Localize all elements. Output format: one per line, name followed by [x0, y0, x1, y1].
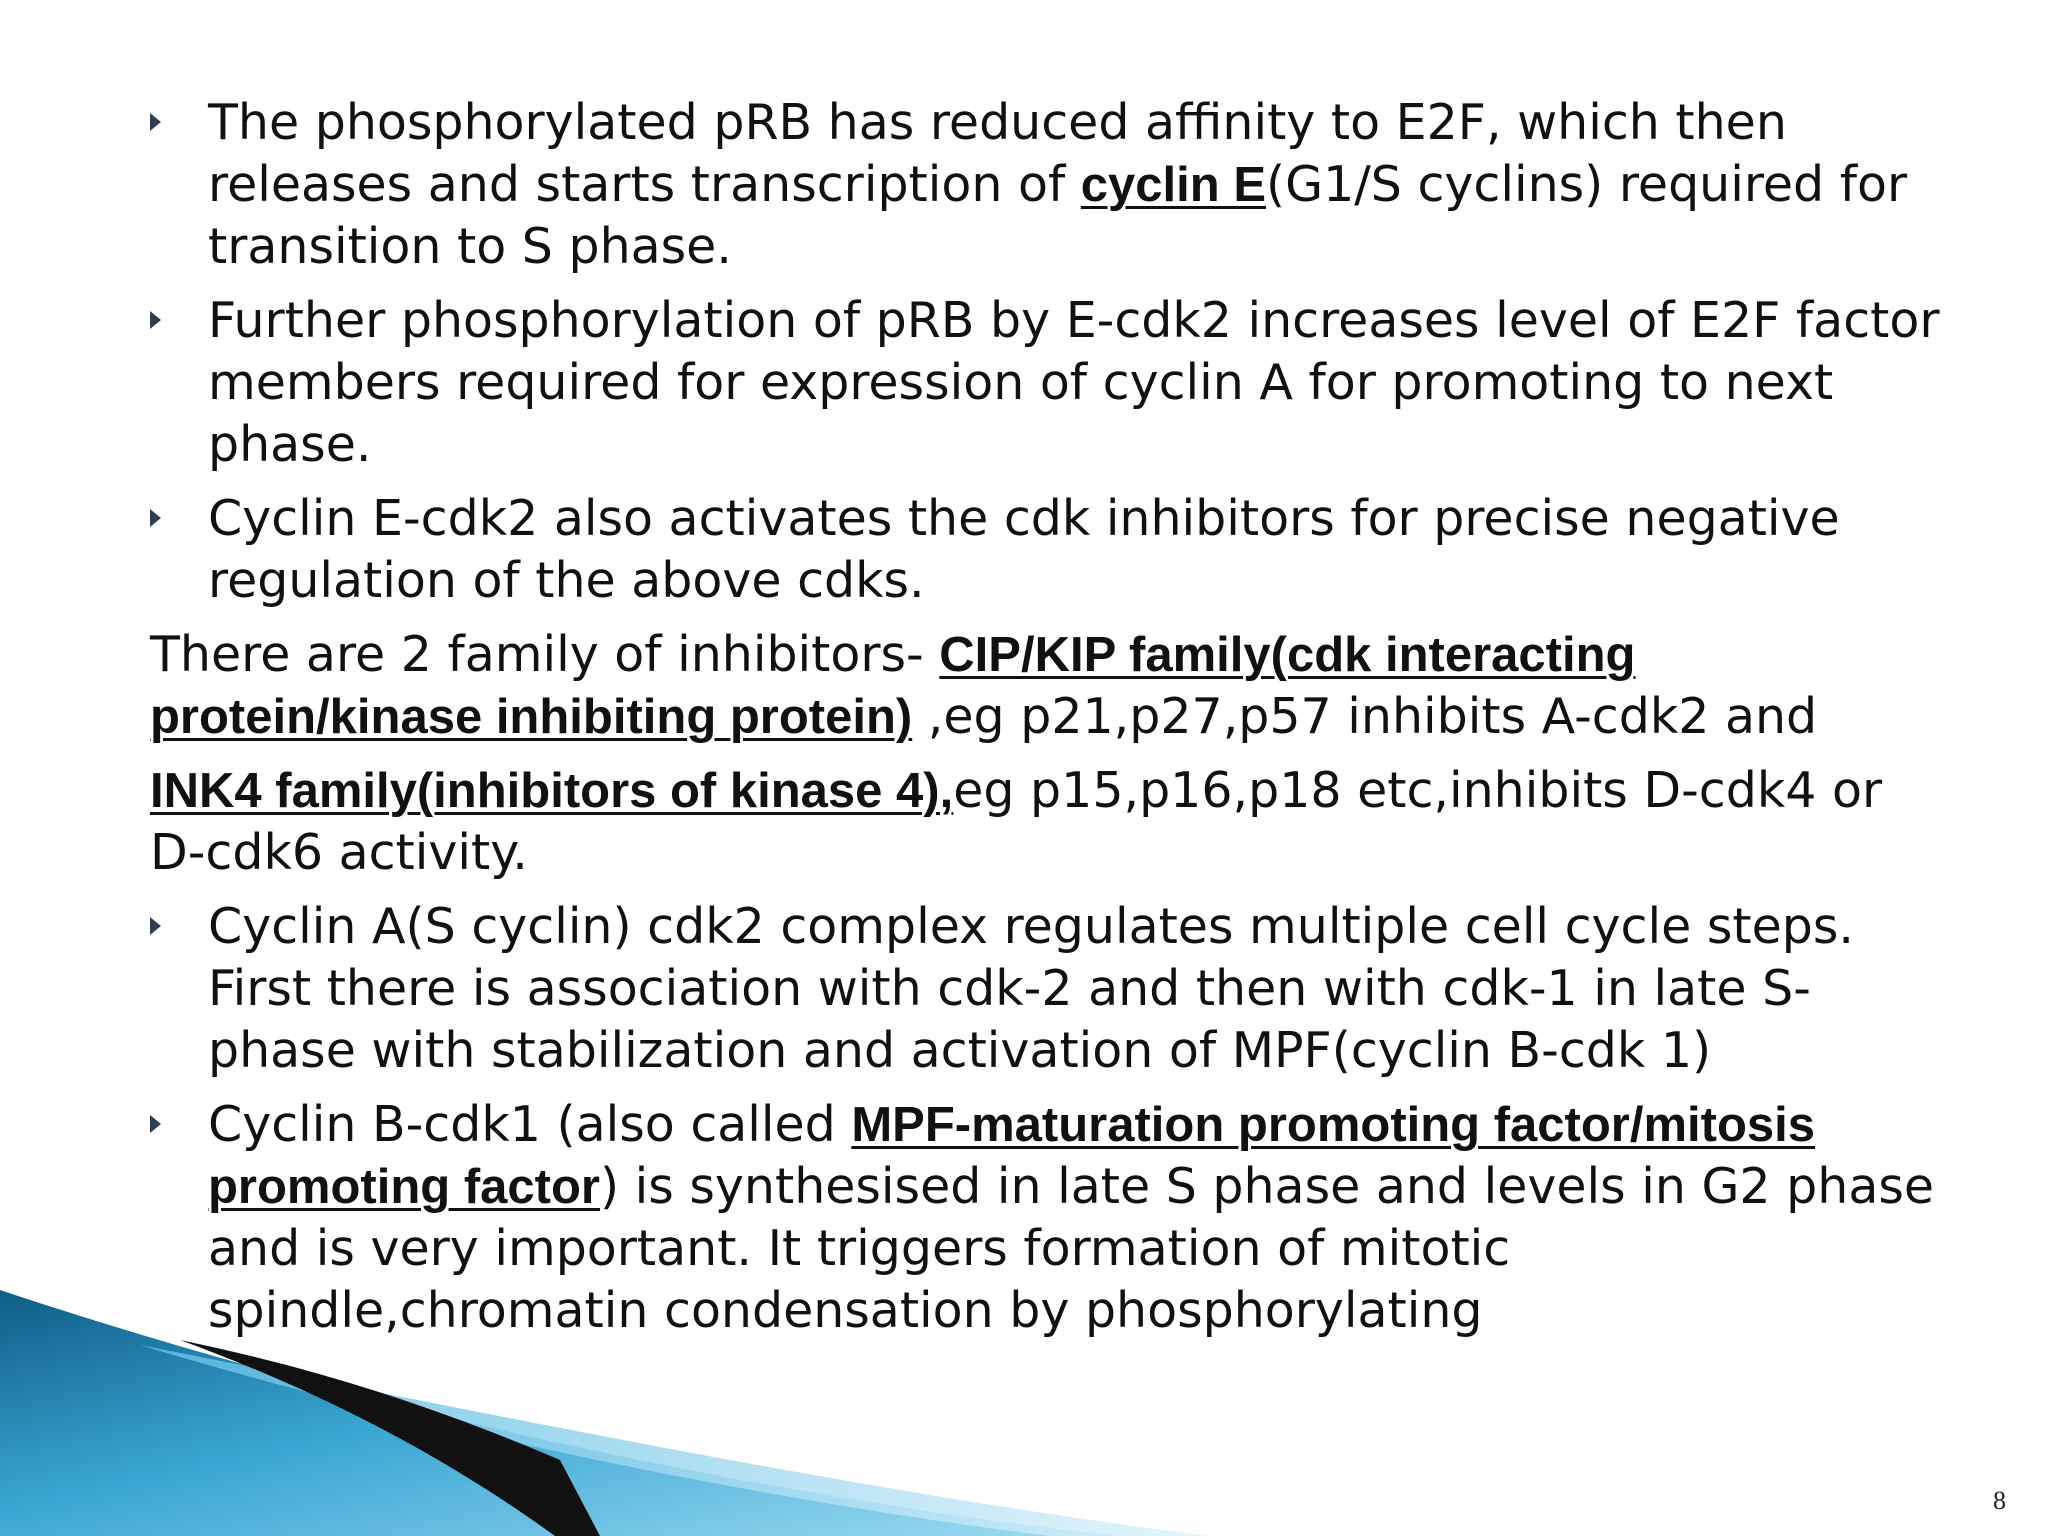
text-run: Further phosphorylation of pRB by E-cdk2 increases level of E2F factor members required for expression of cyclin A for promoting to next phase.	[208, 292, 1940, 473]
text-run: Cyclin E-cdk2 also activates the cdk inhibitors for precise negative regulation of the above cdks.	[208, 490, 1840, 609]
slide-number: 8	[1993, 1486, 2006, 1515]
triangle-bullet-icon	[150, 311, 161, 329]
text-run: Cyclin B-cdk1 (also called	[208, 1096, 852, 1153]
bullet-item	[150, 488, 1950, 612]
bullet-item	[150, 896, 1950, 1082]
text-run: eg p15,p16,p18 etc,inhibits D-cdk4 or D-cdk6 activity.	[150, 762, 1883, 881]
emphasized-term: INK4 family(inhibitors of kinase 4),	[150, 764, 954, 818]
text-run: ) is synthesised in late S phase and levels in G2 phase and is very important. It triggers formation of mitotic spindle,chromatin condensation by phosphorylating	[208, 1158, 1935, 1339]
emphasized-term: CIP/KIP family(cdk interacting protein/kinase inhibiting protein)	[150, 628, 1636, 744]
bullet-item	[150, 290, 1950, 476]
paragraph	[150, 624, 1950, 748]
slide-body	[150, 92, 1950, 1354]
text-run: There are 2 family of inhibitors-	[150, 626, 940, 683]
triangle-bullet-icon	[150, 509, 161, 527]
triangle-bullet-icon	[150, 917, 161, 935]
bullet-item	[150, 92, 1950, 278]
text-run: Cyclin A(S cyclin) cdk2 complex regulates multiple cell cycle steps. First there is association with cdk-2 and then with cdk-1 in late S-phase with stabilization and activation of MPF(cyclin B-cdk 1)	[208, 898, 1854, 1079]
triangle-bullet-icon	[150, 1115, 161, 1133]
emphasized-term: cyclin E	[1080, 158, 1267, 212]
emphasized-term: MPF-maturation promoting factor/mitosis promoting factor	[208, 1098, 1816, 1214]
triangle-bullet-icon	[150, 113, 161, 131]
text-run: The phosphorylated pRB has reduced affinity to E2F, which then releases and starts transcription of	[208, 94, 1787, 213]
paragraph	[150, 760, 1950, 884]
text-run: (G1/S cyclins) required for transition to S phase.	[208, 156, 1908, 275]
bullet-item	[150, 1094, 1950, 1342]
text-run: ,eg p21,p27,p57 inhibits A-cdk2 and	[912, 688, 1818, 745]
